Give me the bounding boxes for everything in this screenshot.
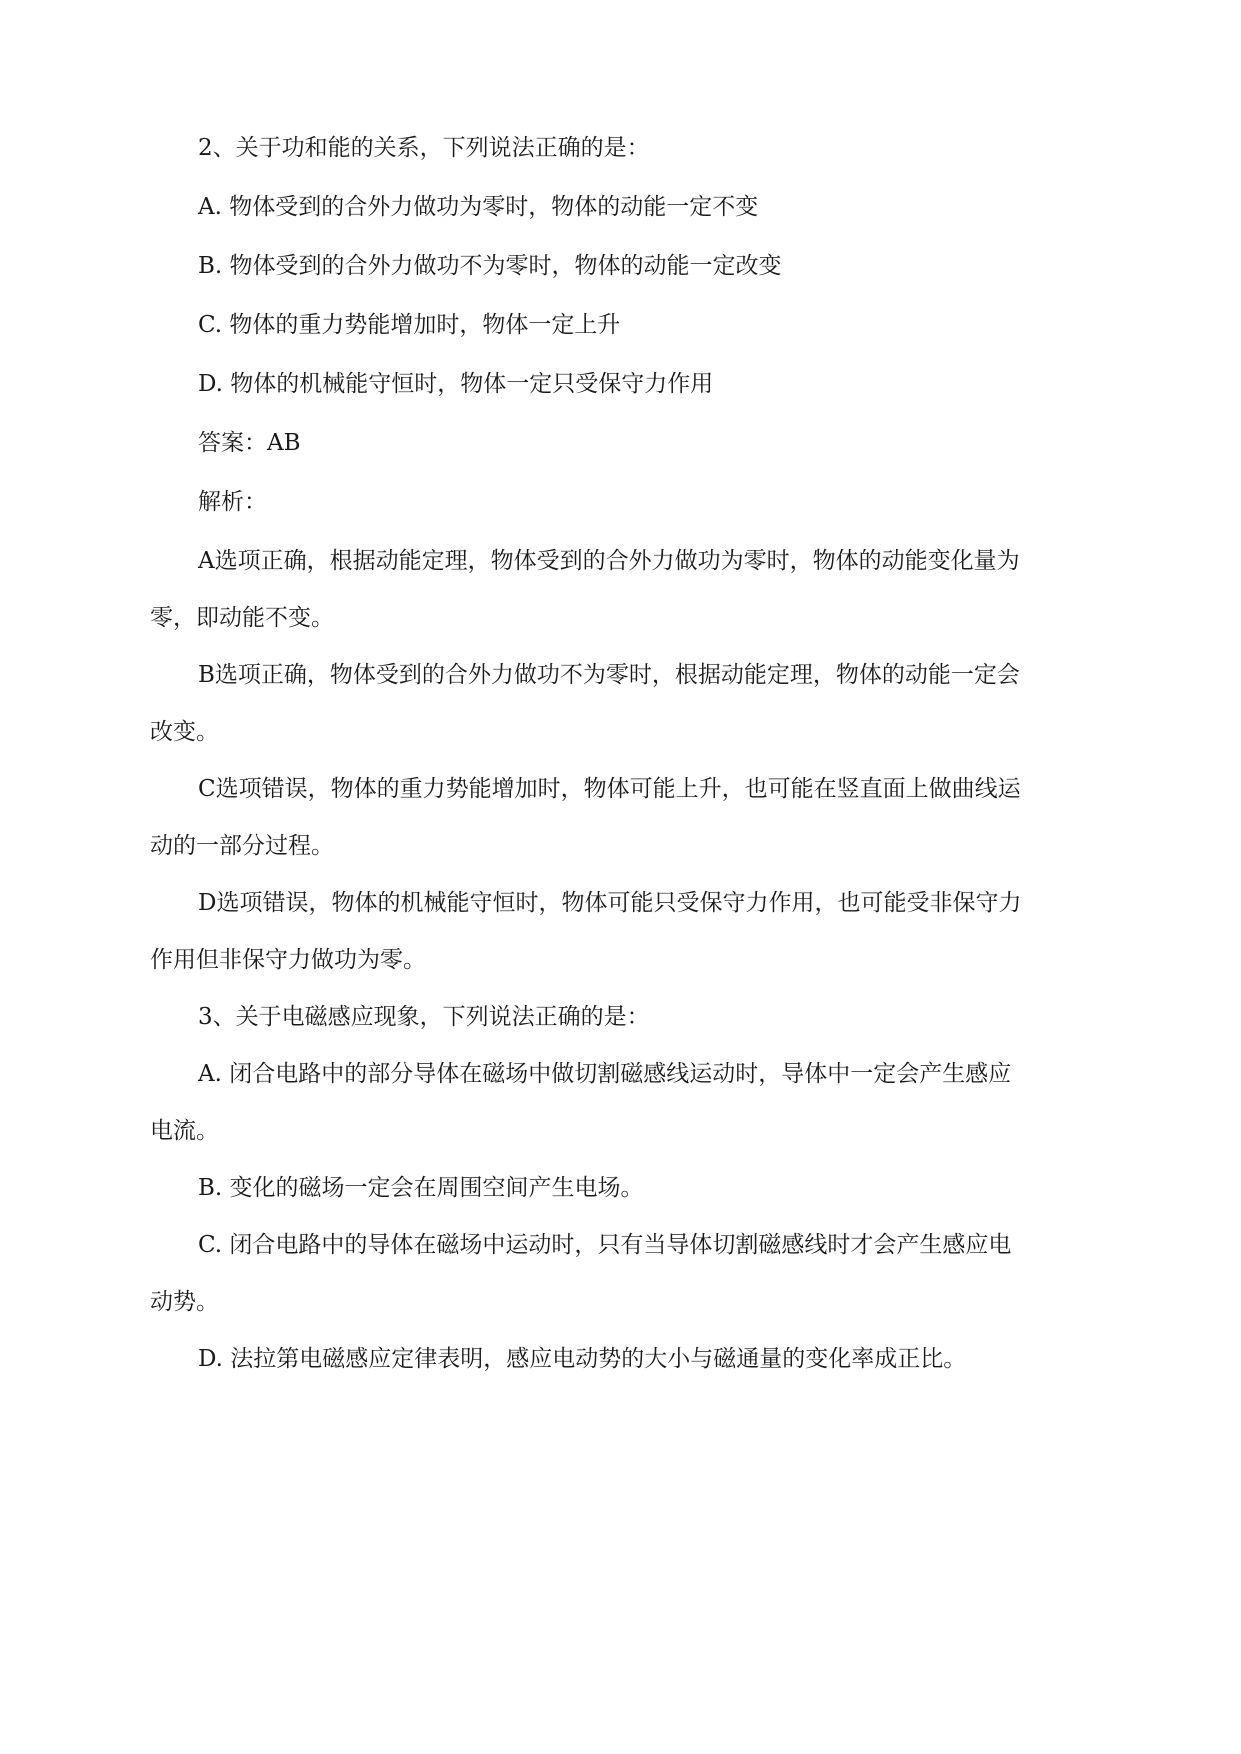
analysis-c-line2: 动的一部分过程。 [150, 833, 334, 859]
question-3-stem: 3、关于电磁感应现象，下列说法正确的是： [198, 1004, 650, 1030]
question-2-option-c: C. 物体的重力势能增加时，物体一定上升 [198, 312, 621, 338]
question-2-analysis-label: 解析： [198, 489, 267, 515]
question-3-option-c-line2: 动势。 [150, 1289, 219, 1315]
analysis-a-line1: A选项正确，根据动能定理，物体受到的合外力做功为零时，物体的动能变化量为 [198, 548, 1020, 574]
analysis-c-line1: C选项错误，物体的重力势能增加时，物体可能上升，也可能在竖直面上做曲线运 [198, 776, 1021, 802]
question-2-option-b: B. 物体受到的合外力做功不为零时，物体的动能一定改变 [198, 253, 782, 279]
question-2-answer: 答案：AB [198, 430, 301, 456]
question-2-stem: 2、关于功和能的关系，下列说法正确的是： [198, 135, 650, 161]
analysis-b-line2: 改变。 [150, 719, 219, 745]
question-2-option-a: A. 物体受到的合外力做功为零时，物体的动能一定不变 [198, 194, 759, 220]
analysis-b-line1: B选项正确，物体受到的合外力做功不为零时，根据动能定理，物体的动能一定会 [198, 662, 1020, 688]
analysis-d-line1: D选项错误，物体的机械能守恒时，物体可能只受保守力作用，也可能受非保守力 [198, 890, 1022, 916]
question-2-option-d: D. 物体的机械能守恒时，物体一定只受保守力作用 [198, 371, 714, 397]
question-3-option-b: B. 变化的磁场一定会在周围空间产生电场。 [198, 1175, 644, 1201]
question-3-option-d: D. 法拉第电磁感应定律表明，感应电动势的大小与磁通量的变化率成正比。 [198, 1346, 967, 1372]
analysis-d-line2: 作用但非保守力做功为零。 [150, 947, 426, 973]
question-3-option-c-line1: C. 闭合电路中的导体在磁场中运动时，只有当导体切割磁感线时才会产生感应电 [198, 1232, 1012, 1258]
analysis-a-line2: 零，即动能不变。 [150, 605, 334, 631]
question-3-option-a-line1: A. 闭合电路中的部分导体在磁场中做切割磁感线运动时，导体中一定会产生感应 [198, 1061, 1012, 1087]
question-3-option-a-line2: 电流。 [150, 1118, 219, 1144]
